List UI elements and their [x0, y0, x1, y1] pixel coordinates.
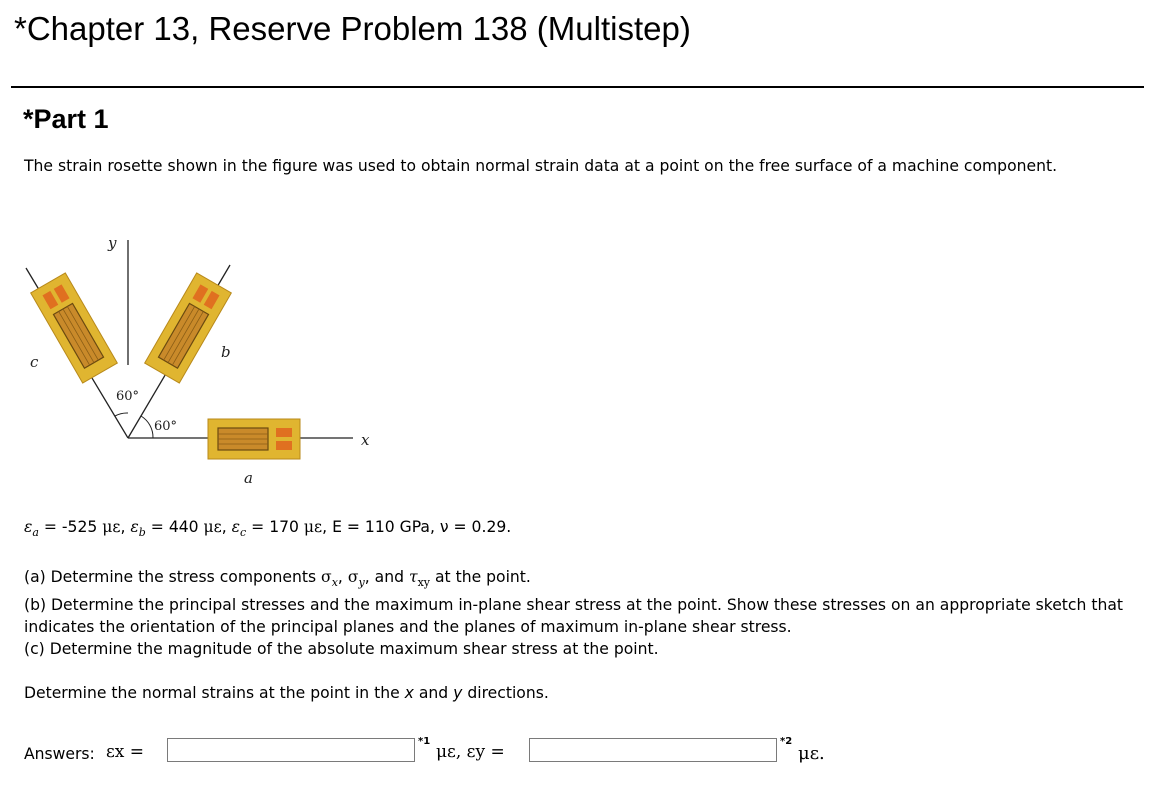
angle-label-lower: 60° [154, 419, 178, 434]
page-title: *Chapter 13, Reserve Problem 138 (Multistep) [14, 10, 691, 47]
strain-rosette-figure [18, 230, 378, 500]
problem-intro: The strain rosette shown in the figure was used to obtain normal strain data at a point on the free surface of a machine component. [24, 157, 1058, 175]
eps-x-symbol: εx = [106, 742, 145, 762]
label-b: b [221, 343, 231, 361]
answers-row [24, 736, 1144, 766]
title-divider [11, 86, 1144, 88]
part-heading: *Part 1 [23, 104, 109, 134]
question-b: (b) Determine the principal stresses and the maximum in-plane shear stress at the point. Show these stresses on an appropriate sketch that indicates the orientation of the principal planes and the planes of maximum in-plane shear stress. [24, 596, 1124, 636]
eps-y-input[interactable] [529, 738, 777, 762]
label-c: c [30, 353, 39, 371]
label-a: a [244, 469, 253, 487]
strain-unit-label: με. [798, 743, 825, 764]
gauge-b [145, 273, 232, 383]
angle-arc-lower [141, 416, 153, 438]
eps-y-symbol: με, εy = [436, 742, 505, 762]
label-x: x [361, 431, 370, 449]
given-values: $\varepsilon_a = -525$ με, $\varepsilon_b = 440$ με, $\varepsilon_c = 170$ με, E = 110 GPa, ν = 0.29. [24, 518, 512, 539]
answers-label: Answers: [24, 745, 95, 763]
eps-x-input[interactable] [167, 738, 415, 762]
answer-tag-2: *2 [780, 736, 793, 747]
strain-prompt: Determine the normal strains at the point in the x and y directions. [24, 684, 549, 702]
gauge-c [31, 273, 118, 383]
angle-arc-upper [115, 413, 128, 416]
label-y: y [108, 234, 117, 252]
answer-tag-1: *1 [418, 736, 431, 747]
angle-label-upper: 60° [116, 389, 140, 404]
question-c: (c) Determine the magnitude of the absolute maximum shear stress at the point. [24, 640, 659, 658]
question-a: (a) Determine the stress components $\sigma_x$, $\sigma_y$, and $\tau_{xy}$ at the point. [24, 568, 531, 589]
gauge-a [208, 419, 300, 459]
